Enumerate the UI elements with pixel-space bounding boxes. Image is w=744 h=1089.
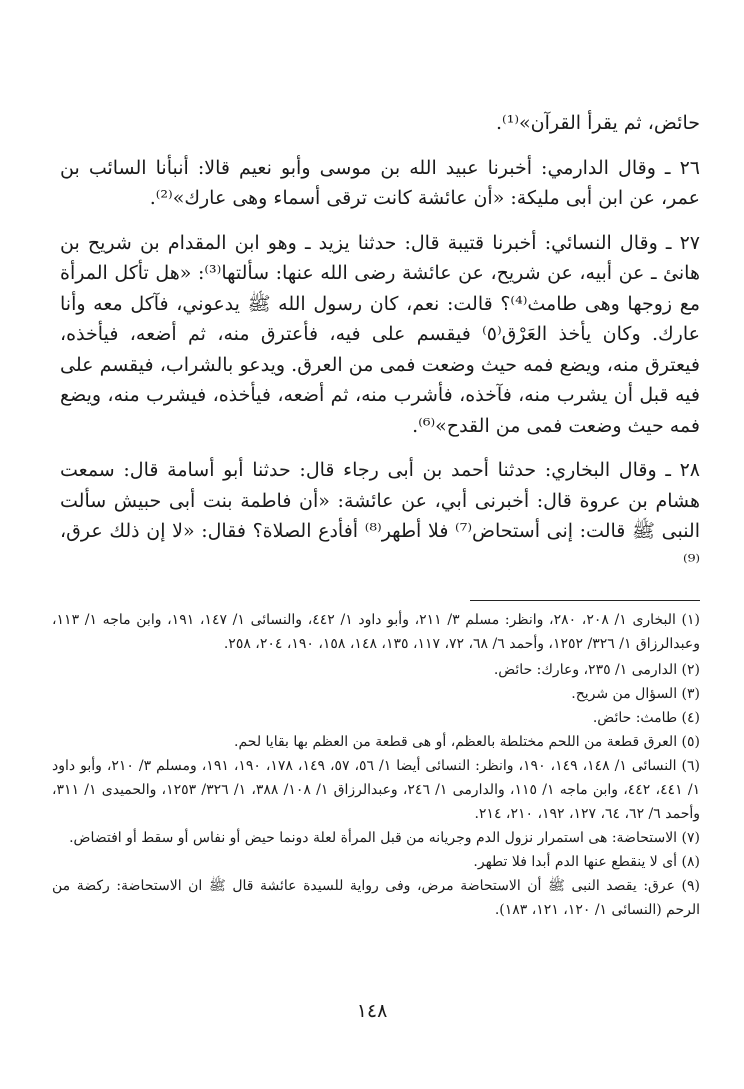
footnote-9: (٩) عرق: يقصد النبى ﷺ أن الاستحاضة مرض، وفى رواية للسيدة عائشة قال ﷺ ان الاستحاضة: ركضة من الرحم (النسائى ١/ ١٢٠، ١٢١، ١٨٣). (52, 878, 700, 918)
footnote-7: (٧) الاستحاضة: هى استمرار نزول الدم وجريانه من قبل المرأة لعلة دونما حيض أو نفاس أو سقط أو افتضاض. (69, 830, 700, 846)
footnote-2: (٢) الدارمى ١/ ٢٣٥، وعارك: حائض. (493, 662, 700, 678)
footnote-1: (١) البخارى ١/ ٢٠٨، ٢٨٠، وانظر: مسلم ٣/ ٢١١، وأبو داود ١/ ٤٤٢، والنسائى ١/ ١٤٧، ١٩١، وابن ماجه ١/ ١١٣، وعبدالرزاق ١/ ٣٢٦/ ١٢٥٢، وأحمد ٦/ ٦٨، ٧٢، ١١٧، ١٣٥، ١٤٨، ١٥٨، ١٩٠، ٢٠٤، ٢٥٨. (52, 612, 700, 652)
paragraph-0: حائض، ثم يقرأ القرآن»⁽¹⁾. (496, 112, 700, 134)
footnote-3: (٣) السؤال من شريح. (571, 686, 700, 702)
footnote-6: (٦) النسائى ١/ ١٤٨، ١٤٩، ١٩٠، وانظر: النسائى أيضا ١/ ٥٦، ٥٧، ١٤٩، ١٧٨، ١٩٠، ١٩١، ومسلم ٣/ ٢١٠، وأبو داود ١/ ٤٤١، ٤٤٢، وابن ماجه ١/ ١١٥، والدارمى ١/ ٢٤٦، وعبدالرزاق ١/ ١٠٨/ ٣٨٨، ١/ ٣٢٦/ ١٢٥٣، والحميدى ١/ ٣١١، وأحمد ٦/ ٦٢، ٦٤، ١٢٧، ١٩٢، ٢١٠، ٢١٤. (52, 758, 701, 822)
paragraph-26: ٢٦ ـ وقال الدارمي: أخبرنا عبيد الله بن موسى وأبو نعيم قالا: أنبأنا السائب بن عمر، عن ابن أبى مليكة: «أن عائشة كانت ترقى أسماء وهى عارك»⁽²⁾. (60, 156, 700, 209)
footnote-8: (٨) أى لا ينقطع عنها الدم أبدا فلا تطهر. (473, 854, 700, 870)
footnote-4: (٤) طامث: حائض. (592, 710, 700, 726)
footnotes (52, 608, 700, 922)
page-number: ١٤٨ (356, 1000, 388, 1022)
footnote-5: (٥) العرق قطعة من اللحم مختلطة بالعظم، أو هى قطعة من العظم بها بقايا لحم. (234, 734, 700, 750)
paragraph-28: ٢٨ ـ وقال البخاري: حدثنا أحمد بن أبى رجاء قال: حدثنا أبو أسامة قال: سمعت هشام بن عروة قال: أخبرنى أبي، عن عائشة: «أن فاطمة بنت أبى حبيش سألت النبى ﷺ قالت: إنى أستحاض⁽⁷⁾ فلا أطهر⁽⁸⁾ أفأدع الصلاة؟ فقال: «لا إن ذلك عرق،⁽⁹⁾ (60, 459, 700, 573)
main-text (60, 108, 700, 577)
footnote-divider (470, 600, 700, 601)
paragraph-27: ٢٧ ـ وقال النسائي: أخبرنا قتيبة قال: حدثنا يزيد ـ وهو ابن المقدام بن شريح بن هانئ ـ عن أبيه، عن شريح، عن عائشة رضى الله عنها: سألتها⁽³⁾: «هل تأكل المرأة مع زوجها وهى طامث⁽⁴⁾؟ قالت: نعم، كان رسول الله ﷺ يدعوني، فآكل معه وأنا عارك. وكان يأخذ العَرْق⁽٥⁾ فيقسم على فيه، فأعترق منه، ثم أضعه، فيأخذه، فيعترق منه، ويضع فمه حيث وضعت فمى من العرق. ويدعو بالشراب، فيقسم على فيه قبل أن يشرب منه، فآخذه، فأشرب منه، ثم أضعه، فيأخذه، فيشرب منه، ويضع فمه حيث وضعت فمى من القدح»⁽⁶⁾. (60, 231, 700, 437)
